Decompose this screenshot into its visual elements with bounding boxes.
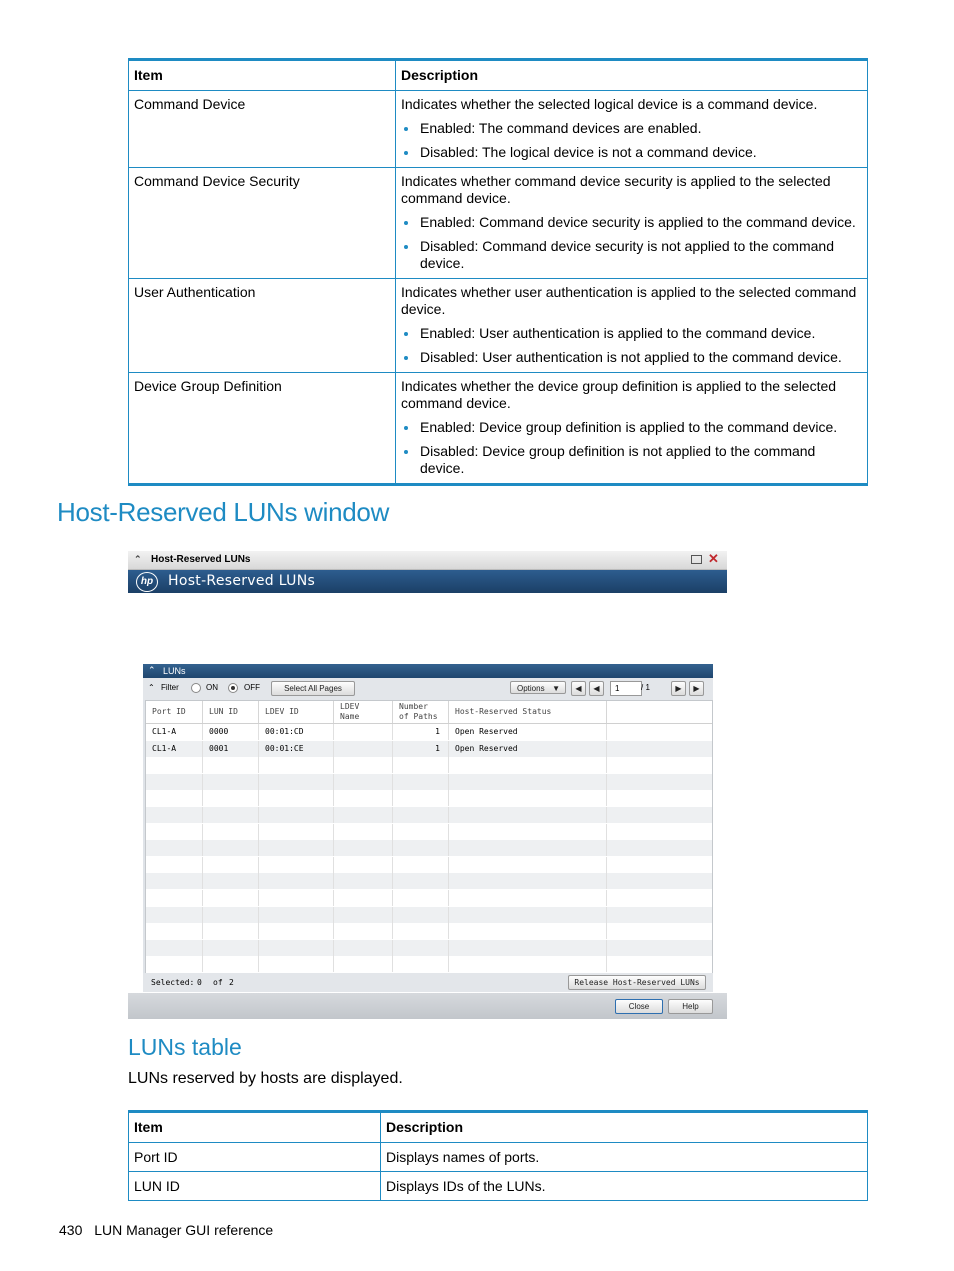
table-cell [146,940,203,956]
table-cell [449,857,607,873]
page-footer [59,1222,273,1238]
table-cell [146,807,203,823]
column-header-ldev-name[interactable]: LDEV Name [334,701,393,723]
bullet-list [401,214,862,272]
column-header-port-id[interactable]: Port ID [146,701,203,723]
table-cell [607,890,712,906]
select-all-pages-button[interactable]: Select All Pages [271,681,355,696]
table-cell [393,940,449,956]
first-page-button[interactable] [571,681,586,696]
table-cell [203,956,259,972]
table-cell [393,873,449,889]
description-cell [396,168,868,279]
table-cell [259,890,334,906]
collapse-icon[interactable]: ⌃ [134,554,142,564]
table-row [146,857,712,873]
table-cell: 1 [393,724,449,740]
table-cell [334,774,393,790]
table-row [146,757,712,773]
table-cell [146,857,203,873]
table-cell [203,907,259,923]
table-cell [146,873,203,889]
bullet-item: Disabled: User authentication is not applied to the command device. [401,349,862,366]
bullet-list [401,419,862,477]
table-row [146,956,712,972]
table-cell [334,790,393,806]
page-number: 430 [59,1222,83,1238]
luns-table [128,1110,868,1201]
table-cell [607,724,712,740]
banner-title: Host-Reserved LUNs [168,573,316,589]
table-cell [259,857,334,873]
table-cell [393,757,449,773]
table-row [146,774,712,790]
table-cell [607,774,712,790]
bullet-item: Disabled: Device group definition is not applied to the command device. [401,443,862,477]
table-row [146,840,712,856]
command-device-table [128,58,868,486]
table-cell: Open Reserved [449,741,607,757]
of-label: of [213,978,223,987]
grid-header [146,701,712,724]
bullet-item: Enabled: The command devices are enabled. [401,120,862,137]
table-cell [607,907,712,923]
table-row[interactable] [146,724,712,740]
help-button[interactable]: Help [668,999,713,1014]
table-cell [334,824,393,840]
description-text: Indicates whether command device security is applied to the selected command device. [401,173,831,206]
next-page-button[interactable] [671,681,686,696]
table-cell [334,956,393,972]
description-text: Indicates whether user authentication is applied to the selected command device. [401,284,857,317]
table-row[interactable] [146,741,712,757]
table-cell: CL1-A [146,724,203,740]
table-cell [449,873,607,889]
total-count: 2 [229,978,234,987]
table-cell: 00:01:CD [259,724,334,740]
table-cell [334,857,393,873]
table-cell [334,923,393,939]
table-row [146,824,712,840]
table-row [146,873,712,889]
host-reserved-luns-window [128,551,727,1019]
table-cell [393,824,449,840]
table-cell: 00:01:CE [259,741,334,757]
table-cell [449,790,607,806]
chevron-down-icon: ▼ [552,684,560,693]
table-cell [146,824,203,840]
last-page-button[interactable] [689,681,704,696]
column-header-description: Description [381,1112,868,1143]
luns-panel [143,664,713,992]
window-banner [128,570,727,593]
table-cell [259,956,334,972]
table-cell [449,757,607,773]
table-cell [259,873,334,889]
table-cell [449,807,607,823]
table-cell [146,923,203,939]
table-cell [607,840,712,856]
table-cell [259,807,334,823]
table-cell [203,824,259,840]
next-page-icon: ▶ [675,684,682,693]
table-cell [203,890,259,906]
filter-off-label: OFF [244,683,260,692]
item-cell: LUN ID [129,1172,381,1201]
bullet-item: Enabled: Device group definition is applied to the command device. [401,419,862,436]
item-cell: Command Device Security [129,168,396,279]
item-cell: User Authentication [129,279,396,373]
table-toolbar [143,678,713,700]
table-cell [607,857,712,873]
table-row [129,1172,868,1201]
table-cell [146,840,203,856]
page-number-input[interactable]: 1 [610,681,642,696]
column-header-blank [607,701,712,723]
release-host-reserved-luns-button[interactable]: Release Host-Reserved LUNs [568,975,706,990]
table-cell [607,757,712,773]
bullet-item: Disabled: Command device security is not applied to the command device. [401,238,862,272]
table-cell [146,757,203,773]
table-row [146,907,712,923]
table-footer [143,973,713,992]
table-cell [259,790,334,806]
table-cell: CL1-A [146,741,203,757]
intro-text: LUNs reserved by hosts are displayed. [128,1070,403,1087]
table-cell [203,840,259,856]
table-cell: 0000 [203,724,259,740]
filter-icon: ⌃ [148,683,155,692]
column-header-ldev-id[interactable]: LDEV ID [259,701,334,723]
table-row [129,373,868,485]
section-title: Host-Reserved LUNs window [57,497,390,527]
table-cell [334,724,393,740]
bullet-list [401,325,862,366]
table-cell [449,774,607,790]
table-cell [393,790,449,806]
selected-count: 0 [197,978,202,987]
description-cell: Displays names of ports. [381,1143,868,1172]
options-label: Options [517,684,545,693]
filter-label: Filter [161,683,179,692]
table-row [129,279,868,373]
table-row [146,940,712,956]
panel-header [143,664,713,678]
table-cell [203,940,259,956]
table-cell [334,807,393,823]
last-page-icon: ▶ [693,684,700,693]
table-cell [203,873,259,889]
table-cell [203,807,259,823]
table-cell [203,857,259,873]
table-cell [393,857,449,873]
table-cell [146,890,203,906]
description-cell: Displays IDs of the LUNs. [381,1172,868,1201]
table-cell [146,956,203,972]
close-icon[interactable]: ✕ [708,551,719,566]
table-cell: 1 [393,741,449,757]
options-button[interactable] [510,681,566,694]
selected-label: Selected: [151,978,195,987]
table-cell [607,741,712,757]
table-cell [203,923,259,939]
previous-page-button[interactable] [589,681,604,696]
column-header-description: Description [396,60,868,91]
column-header-item: Item [129,1112,381,1143]
table-cell [259,774,334,790]
table-cell [393,956,449,972]
table-cell: Open Reserved [449,724,607,740]
luns-grid [145,700,713,975]
footer-title: LUN Manager GUI reference [94,1222,274,1238]
table-cell [393,907,449,923]
table-cell [449,940,607,956]
window-title: Host-Reserved LUNs [151,554,251,565]
table-cell [393,807,449,823]
table-row [146,890,712,906]
table-row [129,1143,868,1172]
description-text: Indicates whether the selected logical device is a command device. [401,96,818,112]
bullet-list [401,120,862,161]
item-cell: Command Device [129,91,396,168]
table-cell [259,757,334,773]
table-cell [203,757,259,773]
item-cell: Port ID [129,1143,381,1172]
description-text: Indicates whether the device group definition is applied to the selected command device. [401,378,837,411]
table-cell [607,790,712,806]
bullet-item: Enabled: User authentication is applied to the command device. [401,325,862,342]
table-cell [334,840,393,856]
table-cell [449,890,607,906]
subsection-title: LUNs table [128,1034,242,1060]
column-header-lun-id[interactable]: LUN ID [203,701,259,723]
filter-on-radio[interactable] [191,683,201,693]
table-cell [259,824,334,840]
table-cell [259,923,334,939]
panel-title: LUNs [163,666,186,676]
table-cell [334,940,393,956]
table-cell [334,741,393,757]
table-cell [607,807,712,823]
table-cell [607,873,712,889]
table-cell: 0001 [203,741,259,757]
bullet-item: Disabled: The logical device is not a command device. [401,144,862,161]
table-cell [334,757,393,773]
table-row [146,807,712,823]
table-cell [146,907,203,923]
table-cell [449,824,607,840]
table-cell [607,956,712,972]
table-cell [607,940,712,956]
table-cell [259,940,334,956]
table-cell [259,840,334,856]
first-page-icon: ◀ [575,684,582,693]
description-cell [396,279,868,373]
table-cell [146,790,203,806]
filter-on-label: ON [206,683,218,692]
table-row [129,91,868,168]
window-titlebar [128,551,727,570]
description-cell [396,373,868,485]
collapse-icon[interactable]: ⌃ [148,665,156,675]
table-cell [449,956,607,972]
table-cell [449,907,607,923]
maximize-icon[interactable] [691,555,702,564]
table-cell [334,873,393,889]
table-cell [203,790,259,806]
table-row [146,790,712,806]
table-cell [393,774,449,790]
item-cell: Device Group Definition [129,373,396,485]
table-cell [393,840,449,856]
filter-off-radio[interactable] [228,683,238,693]
table-cell [334,907,393,923]
table-cell [607,824,712,840]
table-cell [259,907,334,923]
table-row [146,923,712,939]
close-button[interactable]: Close [615,999,663,1014]
table-cell [203,774,259,790]
table-cell [334,890,393,906]
page-total: / 1 [641,683,650,692]
table-cell [393,890,449,906]
column-header-number-of-paths[interactable]: Number of Paths [393,701,449,723]
table-cell [449,923,607,939]
window-footer [128,993,727,1019]
table-cell [449,840,607,856]
hp-logo: hp [136,572,158,592]
column-header-item: Item [129,60,396,91]
bullet-item: Enabled: Command device security is applied to the command device. [401,214,862,231]
table-cell [607,923,712,939]
table-cell [146,774,203,790]
description-cell [396,91,868,168]
table-cell [393,923,449,939]
column-header-host-reserved-status[interactable]: Host-Reserved Status [449,701,607,723]
table-row [129,168,868,279]
previous-page-icon: ◀ [593,684,600,693]
